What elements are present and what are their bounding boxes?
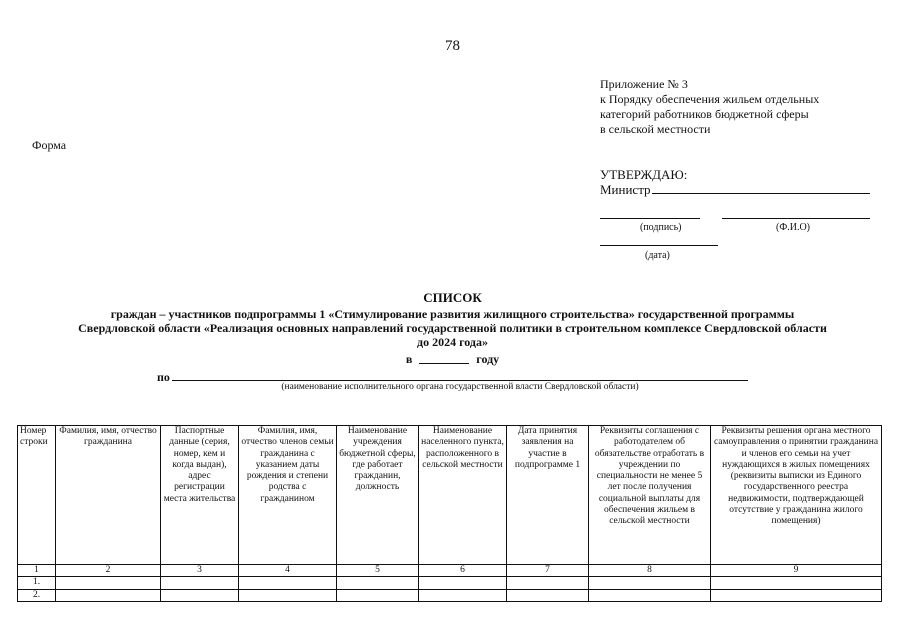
appendix-block	[600, 77, 819, 137]
table-cell	[239, 589, 337, 601]
col-header-decision: Реквизиты решения органа местного самоуправления о принятии гражданина и членов его семьи на учет нуждающихся в жилых помещениях (реквизиты выписки из Единого государственного реестра недвижимости, подтверждающей отсутствие у гражданина жилого помещения)	[711, 426, 882, 565]
table-cell	[711, 589, 882, 601]
col-header-institution: Наименование учреждения бюджетной сферы, где работает гражданин, должность	[337, 426, 419, 565]
column-number: 6	[419, 565, 507, 577]
minister-label: Министр	[600, 182, 651, 197]
table-row	[18, 589, 882, 601]
page-number: 78	[445, 38, 460, 54]
approve-label: УТВЕРЖДАЮ:	[600, 167, 688, 182]
table-cell	[589, 577, 711, 589]
column-number: 8	[589, 565, 711, 577]
table-cell	[239, 577, 337, 589]
appendix-line: к Порядку обеспечения жильем отдельных	[600, 92, 820, 106]
year-blank	[419, 363, 469, 364]
column-number: 3	[161, 565, 239, 577]
table-cell	[711, 577, 882, 589]
table-cell	[507, 589, 589, 601]
col-header-settlement: Наименование населенного пункта, расположенного в сельской местности	[419, 426, 507, 565]
table-cell	[507, 577, 589, 589]
column-number: 5	[337, 565, 419, 577]
row-number: 2.	[18, 589, 56, 601]
subtitle-line: граждан – участников подпрограммы 1 «Стимулирование развития жилищного строительства» государственной программы	[110, 307, 795, 321]
date-line	[600, 245, 718, 246]
signature-caption: (подпись)	[640, 222, 682, 233]
column-number: 2	[56, 565, 161, 577]
name-line	[722, 218, 870, 219]
column-number: 7	[507, 565, 589, 577]
row-number: 1.	[18, 577, 56, 589]
col-header-agreement: Реквизиты соглашения с работодателем об обязательстве отработать в учреждении по специальности не менее 5 лет после получения социальной выплаты для обеспечения жильем в сельской местности	[589, 426, 711, 565]
signature-line	[600, 218, 700, 219]
date-caption: (дата)	[645, 250, 670, 261]
table-row	[18, 577, 882, 589]
col-header-row-number: Номер строки	[18, 426, 56, 565]
authority-caption: (наименование исполнительного органа государственной власти Свердловской области)	[281, 382, 639, 392]
col-header-application-date: Дата принятия заявления на участие в подпрограмме 1	[507, 426, 589, 565]
column-number: 9	[711, 565, 882, 577]
table-cell	[337, 577, 419, 589]
col-header-passport: Паспортные данные (серия, номер, кем и когда выдан), адрес регистрации места жительства	[161, 426, 239, 565]
appendix-line: категорий работников бюджетной сферы	[600, 107, 809, 121]
col-header-family-members: Фамилия, имя, отчество членов семьи гражданина с указанием даты рождения и степени родства с гражданином	[239, 426, 337, 565]
po-label: по	[157, 370, 170, 384]
citizens-table	[17, 425, 882, 602]
document-title: СПИСОК	[423, 290, 482, 305]
table-cell	[337, 589, 419, 601]
table-cell	[161, 577, 239, 589]
year-line	[0, 352, 905, 367]
authority-line	[172, 380, 748, 381]
subtitle-line: до 2024 года»	[417, 335, 488, 349]
table-cell	[56, 589, 161, 601]
table-header-row	[18, 426, 882, 565]
column-number: 1	[18, 565, 56, 577]
name-caption: (Ф.И.О)	[776, 222, 811, 233]
table-cell	[419, 577, 507, 589]
table-cell	[161, 589, 239, 601]
table-cell	[419, 589, 507, 601]
year-prefix: в	[405, 352, 413, 366]
column-number-row	[18, 565, 882, 577]
table-cell	[589, 589, 711, 601]
subtitle-line: Свердловской области «Реализация основных направлений государственной политики в строительном комплексе Свердловской области	[78, 321, 827, 335]
col-header-full-name: Фамилия, имя, отчество гражданина	[56, 426, 161, 565]
table-cell	[56, 577, 161, 589]
document-subtitle	[20, 307, 885, 349]
appendix-line: Приложение № 3	[600, 77, 688, 91]
appendix-line: в сельской местности	[600, 122, 711, 136]
column-number: 4	[239, 565, 337, 577]
form-label: Форма	[32, 138, 67, 152]
year-suffix: году	[476, 352, 500, 366]
minister-signature-line	[652, 193, 870, 194]
